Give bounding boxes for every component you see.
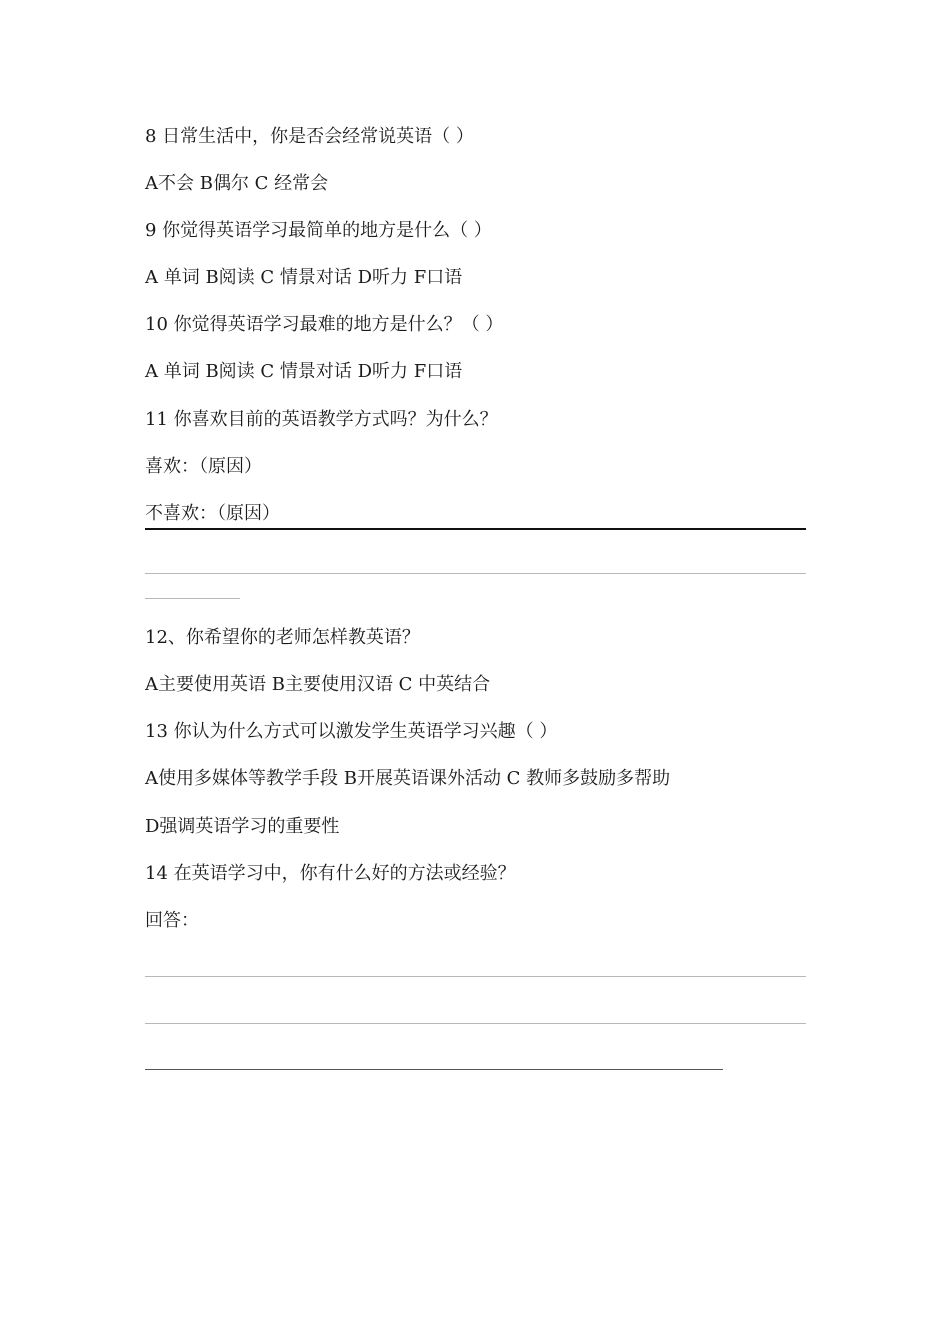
question-10: 10 你觉得英语学习最难的地方是什么？（ ） [145,314,504,335]
answer-rule-1 [145,573,806,574]
answer-rule-3 [145,1023,806,1024]
question-14-answer-label: 回答： [145,910,199,931]
answer-rule-short [145,598,240,599]
question-13-options-line-1: A使用多媒体等教学手段 B开展英语课外活动 C 教师多鼓励多帮助 [145,768,671,789]
answer-rule-thick [145,528,806,530]
answer-rule-4 [145,1069,723,1070]
answer-rule-2 [145,976,806,977]
question-10-options: A 单词 B阅读 C 情景对话 D听力 F口语 [145,361,463,382]
question-13: 13 你认为什么方式可以激发学生英语学习兴趣（ ） [145,721,558,742]
question-8-options: A不会 B偶尔 C 经常会 [145,173,329,194]
question-14: 14 在英语学习中，你有什么好的方法或经验？ [145,863,516,884]
question-12-options: A主要使用英语 B主要使用汉语 C 中英结合 [145,674,491,695]
question-11-dislike-label: 不喜欢：（原因） [145,503,280,524]
question-11: 11 你喜欢目前的英语教学方式吗？为什么？ [145,409,498,430]
question-11-like-label: 喜欢：（原因） [145,456,262,477]
question-8: 8 日常生活中，你是否会经常说英语（ ） [145,126,474,147]
question-9: 9 你觉得英语学习最简单的地方是什么（ ） [145,220,492,241]
question-13-options-line-2: D强调英语学习的重要性 [145,816,340,837]
question-9-options: A 单词 B阅读 C 情景对话 D听力 F口语 [145,267,463,288]
question-12: 12、你希望你的老师怎样教英语？ [145,627,420,648]
